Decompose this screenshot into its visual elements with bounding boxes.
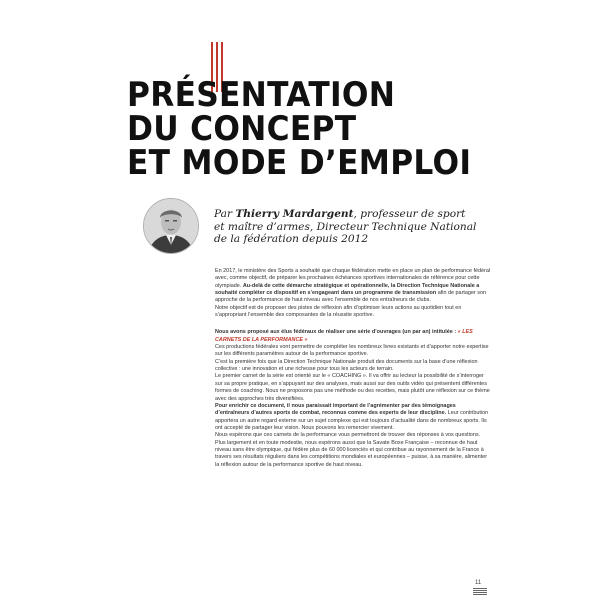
paragraph-6: Le premier carnet de la série est orienté sur le « COACHING ». Il va offrir au lecteur la possibilité de s’interroger sur sa propre pratique, en s’appuyant sur des analyses, mais aussi sur des outils vidéo qui présentent différentes formes de coaching. Nous ne proposons pas une méthode ou des recettes, mais plutôt une réflexion sur ce thème avec des approches très diversifiées. — [215, 373, 490, 402]
page-title — [127, 75, 472, 183]
author-byline — [214, 208, 514, 246]
paragraph-4: Ces productions fédérales vont permettre de compléter les nombreux livres existants et d’apporter notre expertise sur les différents paramètres autour de la performance sportive. — [215, 344, 489, 358]
paragraph-3 — [215, 329, 491, 344]
paragraph-8: Nous espérons que ces carnets de la performance vous permettront de trouver des réponses à vos questions. Plus largement et en toute modestie, nous espérons aussi que la Savate Boxe Française – reconnue de haut niveau sans être olympique, qui fédère plus de 60 000 licenciés et qui contribue au rayonnement de la France à travers ses résultats réguliers dans les compétitions mondiales et européennes – puisse, à sa manière, alimenter la réflexion autour de la performance sportive de haut niveau. — [215, 432, 488, 468]
series-title: « LES CARNETS DE LA PERFORMANCE » — [215, 329, 473, 343]
page-number: 11 — [475, 580, 482, 586]
title-line-3: ET MODE D’EMPLOI — [127, 143, 472, 183]
byline-role-3: de la fédération depuis 2012 — [214, 233, 369, 246]
byline-prefix: Par — [214, 208, 236, 220]
paragraph-1-emphasis: Au-delà de cette démarche stratégique et opérationnelle, la Direction Technique Nationale a souhaité compléter ce dispositif en s’engageant dans un programme de transmission — [215, 282, 480, 297]
article-body — [215, 268, 491, 469]
title-line-2: DU CONCEPT — [127, 109, 357, 149]
paragraph-7 — [215, 403, 491, 432]
paragraph-7-text: Leur contribution apportera un autre regard externe sur un sujet complexe qui est toujours d’actualité dans de nombreux sports. Ils ont accepté de partager leur vision. Nous pouvons les remercier vivement. — [215, 410, 489, 431]
paragraph-1-text: En 2017, le ministère des Sports a souhaité que chaque fédération mette en place un plan de performance fédéral avec, comme objectif, de préparer les prochaines échéances sportives internationales de référence pour cette olympiade. — [215, 268, 491, 289]
author-portrait — [143, 198, 199, 254]
paragraph-5: C’est la première fois que la Direction Technique Nationale produit des documents sur la base d’une réflexion collective : une innovation et une richesse pour tous les acteurs de terrain. — [215, 358, 478, 373]
page-number-decoration — [473, 588, 487, 596]
paragraph-2: Notre objectif est de proposer des pistes de réflexion afin d’optimiser leurs actions au quotidien tout en s’appropriant l’ensemble des composantes de la réussite sportive. — [215, 304, 462, 319]
byline-role-1: , professeur de sport — [353, 208, 466, 220]
title-line-1: PRÉSENTATION — [127, 75, 396, 115]
paragraph-1-text-end: afin de partager son approche de la performance de haut niveau avec l’ensemble de nos entraîneurs de clubs. — [215, 290, 487, 304]
byline-role-2: et maître d’armes, Directeur Technique National — [214, 220, 477, 233]
paragraph-7-emphasis: Pour enrichir ce document, il nous paraissait important de l’agrémenter par des témoignages d’entraîneurs d’autres sports de combat, reconnus comme des experts de leur discipline. — [215, 402, 456, 417]
paragraph-3-emphasis: Nous avons proposé aux élus fédéraux de réaliser une série d’ouvrages (un par an) intitulée : — [215, 329, 458, 336]
author-name: Thierry Mardargent — [235, 208, 354, 220]
paragraph-1 — [215, 268, 491, 305]
